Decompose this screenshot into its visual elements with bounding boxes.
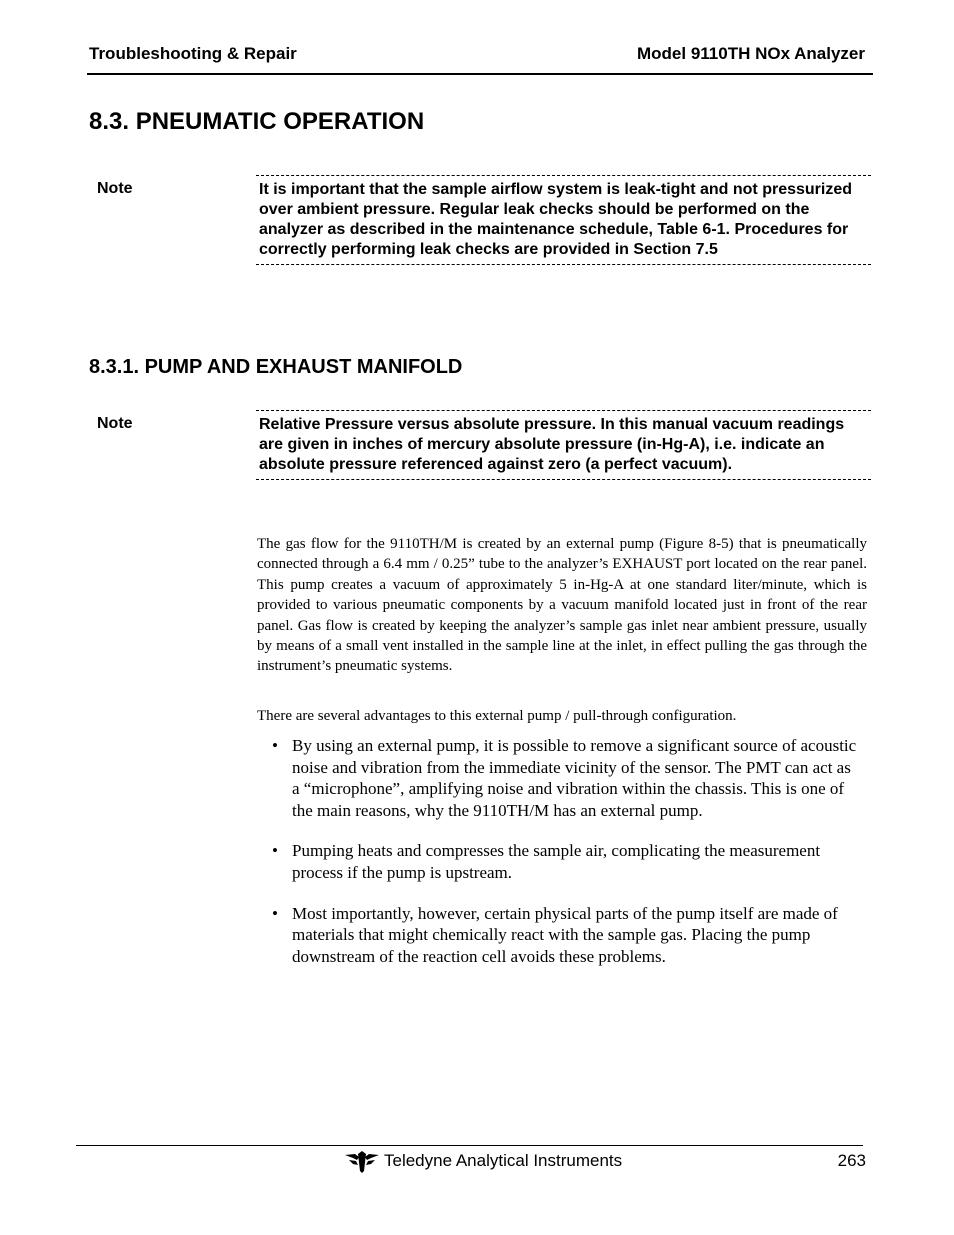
footer-company: Teledyne Analytical Instruments xyxy=(384,1151,623,1170)
subsection-title: 8.3.1. PUMP AND EXHAUST MANIFOLD xyxy=(89,356,463,378)
bullet-dot-icon: • xyxy=(272,903,278,923)
bullet-item xyxy=(270,903,860,968)
note-box: It is important that the sample airflow system is leak-tight and not pressurized over ambient pressure. Regular leak checks should be performed on the analyzer as described in the maintenance schedule, Table 6-1. Procedures for correctly performing leak checks are provided in Section 7.5 xyxy=(256,175,871,265)
bullet-dot-icon: • xyxy=(272,841,278,861)
note-label: Note xyxy=(97,415,133,432)
bullet-item xyxy=(270,735,860,821)
note-label: Note xyxy=(97,180,133,197)
note-box: Relative Pressure versus absolute pressure. In this manual vacuum readings are given in inches of mercury absolute pressure (in-Hg-A), i.e. indicate an absolute pressure referenced against zero (a perfect vacuum). xyxy=(256,410,871,480)
page-number: 263 xyxy=(837,1151,866,1170)
bullet-text: By using an external pump, it is possible to remove a significant source of acoustic noise and vibration from the immediate vicinity of the sensor. The PMT can act as a “microphone”, amplifying noise and vibration within the chassis. This is one of the main reasons, why the 9110TH/M has an external pump. xyxy=(292,736,857,820)
bullet-text: Pumping heats and compresses the sample air, complicating the measurement process if the pump is upstream. xyxy=(292,841,821,882)
body-paragraph: The gas flow for the 9110TH/M is created by an external pump (Figure 8-5) that is pneumatically connected through a 6.4 mm / 0.25” tube to the analyzer’s EXHAUST port located on the rear panel. This pump creates a vacuum of approximately 5 in-Hg-A at one standard liter/minute, which is provided to various pneumatic components by a vacuum manifold located just in front of the rear panel. Gas flow is created by keeping the analyzer’s sample gas inlet near ambient pressure, usually by means of a small vent installed in the sample line at the inlet, in effect pulling the gas through the instrument’s pneumatic systems. xyxy=(257,536,867,675)
bullet-list xyxy=(270,735,860,986)
footer-rule xyxy=(76,1145,863,1146)
bullet-text: Most importantly, however, certain physical parts of the pump itself are made of materials that might chemically react with the sample gas. Placing the pump downstream of the reaction cell avoids these problems. xyxy=(292,903,838,966)
section-title: 8.3. PNEUMATIC OPERATION xyxy=(89,108,425,135)
body-paragraph: There are several advantages to this external pump / pull-through configuration. xyxy=(257,708,737,724)
header-rule xyxy=(87,73,873,75)
bullet-item xyxy=(270,840,860,883)
page-header-left: Troubleshooting & Repair xyxy=(89,44,297,63)
page-header-right: Model 9110TH NOx Analyzer xyxy=(636,44,865,63)
bullet-dot-icon: • xyxy=(272,736,278,755)
teledyne-logo-icon xyxy=(345,1151,379,1173)
